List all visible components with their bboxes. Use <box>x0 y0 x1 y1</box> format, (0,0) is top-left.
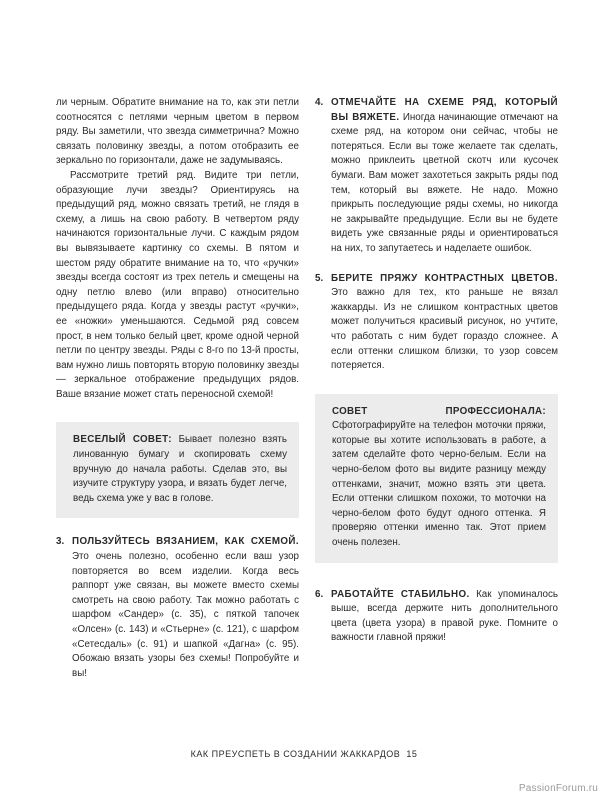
list-item-heading: ОТМЕЧАЙТЕ НА СХЕМЕ РЯД, КОТОРЫЙ ВЫ ВЯЖЕТЕ. <box>331 97 558 123</box>
site-watermark: PassionForum.ru <box>518 783 598 794</box>
running-title: КАК ПРЕУСПЕТЬ В СОЗДАНИИ ЖАККАРДОВ <box>190 749 401 759</box>
list-item-3 <box>56 535 299 681</box>
tip-box-pro <box>315 394 558 563</box>
left-column <box>56 96 299 681</box>
paragraph-third-row: Рассмотрите третий ряд. Видите три петли, образующие лучи звезды? Ориентируясь на предыдущий ряд, можно связать третий, не глядя в схему, а лишь на свою работу. В четвертом ряду начинаются горизонтальные лучи. С каждым рядом вы вывязываете картинку со схемы. В пятом и шестом ряду обратите внимание на то, что «ручки» звезды всегда состоят из трех петель и смещены на одну петлю влево (или вправо) относительно предыдущего ряда. Когда у звезды растут «ручки», ее «ножки» уменьшаются. Седьмой ряд совсем прост, в нем только белый цвет, кроме одной черной петли по центру звезды. Ряды с 8-го по 13-й просты, вам нужно лишь повторять вторую половинку звезды — зеркальное отображение предыдущих рядов. Ваше вязание может стать переносной схемой! <box>56 169 299 400</box>
list-item-6 <box>315 588 558 646</box>
tip-box-text: Бывает полезно взять линованную бумагу и скопировать схему вручную до начала работы. Сделав это, вы изучите структуру узора, и вязать будет легче, ведь схема уже у вас в голове. <box>73 434 287 504</box>
list-item-text: Это очень полезно, особенно если ваш узор повторяется во всем изделии. Когда весь раппорт уже связан, вы можете вместо схемы смотреть на свою работу. Так можно работать с шарфом «Сандер» (с. 35), с пяткой тапочек «Олсен» (с. 143) и «Стьерне» (с. 121), с шарфом «Сетесдаль» (с. 91) и шапкой «Дагна» (с. 95). Обожаю вязать узоры без схемы! Попробуйте и вы! <box>72 551 299 679</box>
tip-box-heading: СОВЕТ ПРОФЕССИОНАЛА: <box>332 405 546 417</box>
list-item-5 <box>315 272 558 374</box>
list-item-text: Как упоминалось выше, всегда держите нить дополнительного цвета (цвета узора) в правой руке. Помните о важности главной пряжи! <box>331 588 558 644</box>
list-item-number: 4. <box>315 97 324 108</box>
list-item-heading: РАБОТАЙТЕ СТАБИЛЬНО. <box>331 588 470 600</box>
page-footer <box>0 749 608 759</box>
paragraph-continued: ли черным. Обратите внимание на то, как эти петли соотносятся с петлями черным цветом в первом ряду. Вы заметили, что звезда симметрична? Можно связать половинку звезды, а потом отобразить ее зеркально по горизонтали, даже не задумываясь. <box>56 97 299 167</box>
list-item-text: Иногда начинающие отмечают на схеме ряд, на котором они сейчас, чтобы не потеряться. Если вы тоже желаете так сделать, можно приклеить цветной скотч или кусочек бумаги. Вам может захотеться закрыть ряды под тем, который вы вяжете. Не надо. Можно прикрыть последующие ряды схемы, но никогда не закрывайте предыдущие. Если вы не будете видеть уже связанные ряды и ориентироваться на них, то запутаетесь и наделаете ошибок. <box>331 111 559 254</box>
tip-box-fun <box>56 422 299 518</box>
list-item-text: Это важно для тех, кто раньше не вязал жаккарды. Из не слишком контрастных цветов может получиться красивый рисунок, но учтите, что работать с ним будет гораздо сложнее. А если оттенки слишком близки, то узор совсем потеряется. <box>331 287 558 372</box>
right-column <box>315 96 558 646</box>
list-item-number: 5. <box>315 272 324 284</box>
page-number: 15 <box>406 749 418 759</box>
tip-box-heading: ВЕСЕЛЫЙ СОВЕТ: <box>73 434 172 446</box>
tip-box-text: Сфотографируйте на телефон моточки пряжи, которые вы хотите использовать в работе, а затем сделайте фото черно-белым. Если на черно-белом фото вы видите разницу между оттенками, значит, можно взять эти цвета. Если оттенки слишком похожи, то моточки на черно-белом фото будут одного оттенка. Я проверяю оттенки именно так. Этот прием очень полезен. <box>332 420 546 549</box>
list-item-number: 3. <box>56 536 65 548</box>
list-item-heading: БЕРИТЕ ПРЯЖУ КОНТРАСТНЫХ ЦВЕТОВ. <box>331 272 558 284</box>
list-item-number: 6. <box>315 588 324 600</box>
list-item-4 <box>315 96 558 257</box>
list-item-heading: ПОЛЬЗУЙТЕСЬ ВЯЗАНИЕМ, КАК СХЕМОЙ. <box>72 536 299 548</box>
